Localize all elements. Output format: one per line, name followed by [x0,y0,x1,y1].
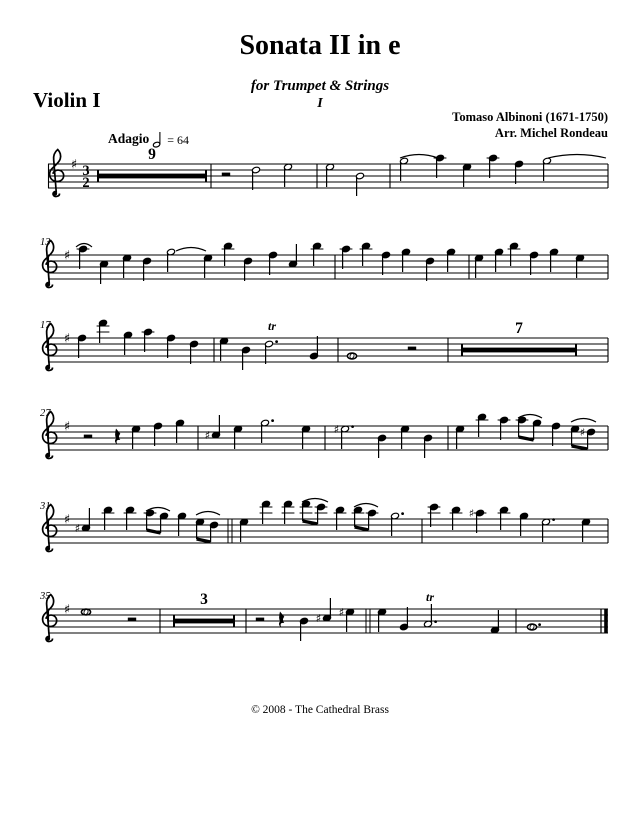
svg-text:9: 9 [148,146,156,163]
svg-text:♯: ♯ [333,422,340,436]
composer-credit: Tomaso Albinoni (1671-1750) [452,110,608,124]
svg-text:3: 3 [82,163,90,179]
svg-text:2: 2 [82,175,90,191]
staff-system-1 [30,129,610,214]
svg-text:♯: ♯ [204,428,211,442]
tempo-value: = 64 [167,133,190,147]
piece-title: Sonata II in e [239,30,401,61]
movement-number: I [317,96,323,111]
staff-system-6 [30,574,610,659]
svg-text:tr: tr [267,319,277,333]
svg-text:tr: tr [425,590,435,604]
part-name: Violin I [33,88,101,112]
svg-text:13: 13 [40,237,51,248]
copyright-line: © 2008 - The Cathedral Brass [251,704,389,716]
svg-text:♯: ♯ [63,419,71,435]
svg-text:♯: ♯ [70,157,78,173]
arranger-credit: Arr. Michel Rondeau [494,125,608,140]
svg-text:♯: ♯ [63,602,71,618]
svg-text:♯: ♯ [338,605,345,619]
svg-text:3: 3 [200,591,208,608]
svg-text:7: 7 [515,320,523,337]
staff-system-2 [30,220,610,305]
svg-text:35: 35 [40,591,51,602]
tempo-word: Adagio [108,131,150,146]
svg-text:♯: ♯ [63,248,71,264]
svg-text:27: 27 [40,408,51,419]
svg-text:♯: ♯ [315,611,322,625]
svg-text:31: 31 [40,501,51,512]
staff-system-5 [30,484,610,569]
svg-text:♯: ♯ [74,521,81,535]
svg-text:♯: ♯ [63,512,71,528]
staff-system-3 [30,303,610,388]
piece-subtitle: for Trumpet & Strings [250,78,390,94]
staff-system-4 [30,391,610,476]
svg-text:♯: ♯ [579,425,586,439]
svg-text:♯: ♯ [468,506,475,520]
svg-text:17: 17 [40,320,51,331]
svg-text:♯: ♯ [63,331,71,347]
